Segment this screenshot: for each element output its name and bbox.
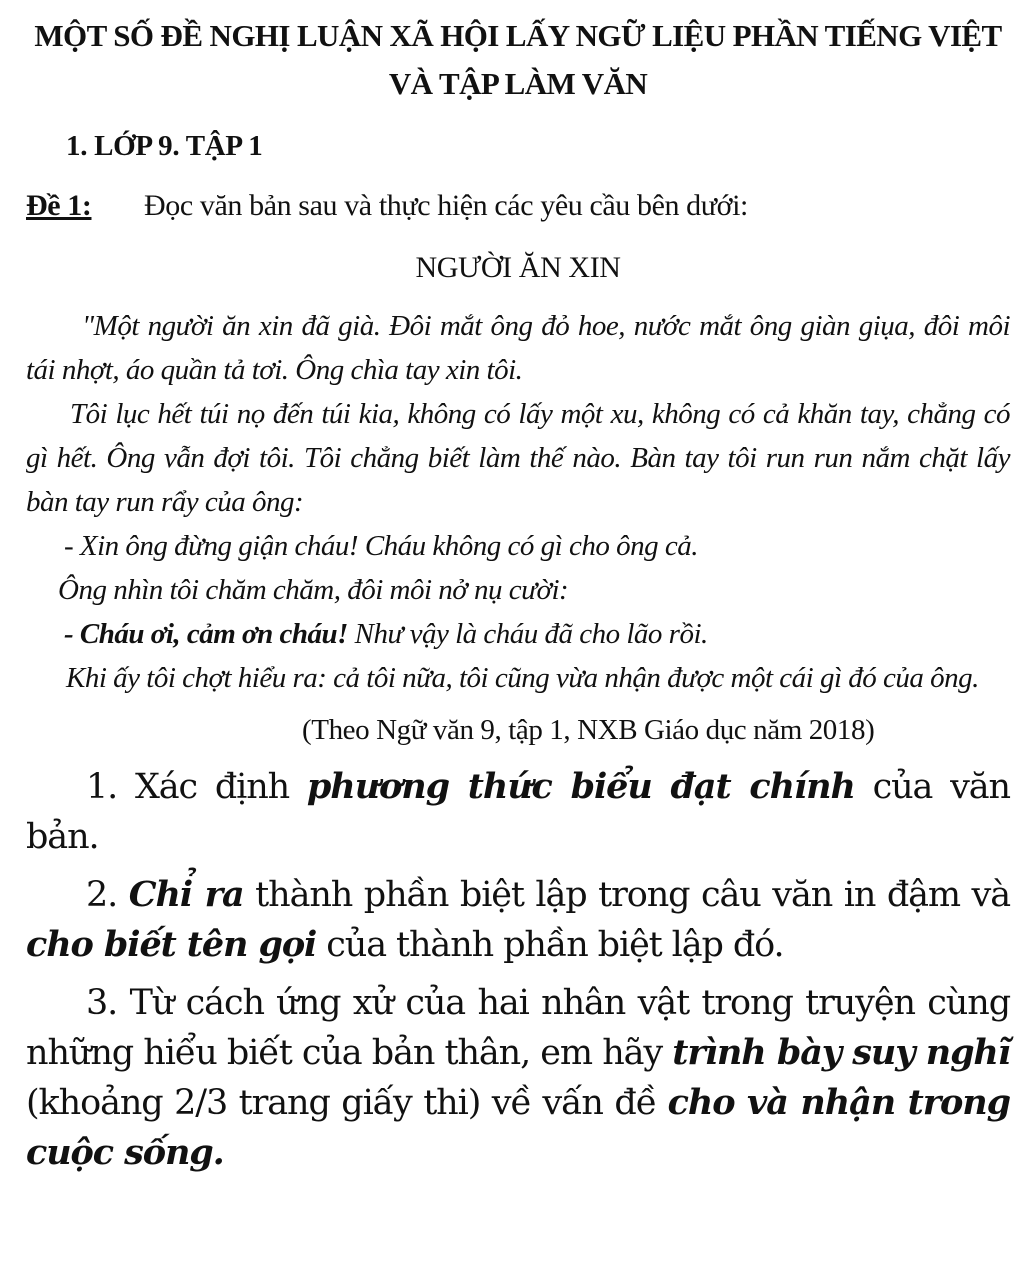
question-2 xyxy=(26,870,1010,970)
story-paragraph-5-rest: Như vậy là cháu đã cho lão rồi. xyxy=(347,618,708,650)
question-2-emphasis-1: Chỉ ra xyxy=(128,874,244,915)
section-heading: 1. LỚP 9. TẬP 1 xyxy=(66,130,263,162)
story-paragraph-6: Khi ấy tôi chợt hiểu ra: cả tôi nữa, tôi cũng vừa nhận được một cái gì đó của ông. xyxy=(66,662,979,694)
story-paragraph-3: - Xin ông đừng giận cháu! Cháu không có gì cho ông cả. xyxy=(64,530,698,562)
exam-instruction: Đọc văn bản sau và thực hiện các yêu cầu bên dưới: xyxy=(144,189,748,222)
exam-line xyxy=(26,186,1010,226)
question-1 xyxy=(26,762,1010,862)
question-2-part-c: thành phần biệt lập trong câu văn in đậm và xyxy=(243,875,1010,915)
question-3-part-c: (khoảng 2/3 trang giấy thi) về vấn đề xyxy=(26,1083,668,1123)
question-3-emphasis-1: trình bày suy nghĩ xyxy=(672,1032,1010,1073)
question-2-part-a: 2. xyxy=(86,875,129,915)
story-title: NGƯỜI ĂN XIN xyxy=(415,251,621,284)
document-title: MỘT SỐ ĐỀ NGHỊ LUẬN XÃ HỘI LẤY NGỮ LIỆU PHẦN TIẾNG VIỆT VÀ TẬP LÀM VĂN xyxy=(34,18,1002,101)
question-1-emphasis: phương thức biểu đạt chính xyxy=(306,766,855,807)
source-citation: (Theo Ngữ văn 9, tập 1, NXB Giáo dục năm 2018) xyxy=(302,714,875,746)
question-3 xyxy=(26,978,1010,1178)
question-2-part-e: của thành phần biệt lập đó. xyxy=(316,925,784,965)
story-paragraph-4: Ông nhìn tôi chăm chăm, đôi môi nở nụ cười: xyxy=(58,574,569,606)
story-paragraph-2: Tôi lục hết túi nọ đến túi kia, không có lấy một xu, không có cả khăn tay, chẳng có gì hết. Ông vẫn đợi tôi. Tôi chẳng biết làm thế nào. Bàn tay tôi run run nắm chặt lấy bàn tay run rẩy của ông: xyxy=(26,398,1010,518)
question-3-emphasis-2: cho và nhận trong cuộc sống. xyxy=(26,1082,1010,1173)
story-paragraph-5 xyxy=(26,612,1010,656)
exam-label: Đề 1: xyxy=(26,189,92,222)
question-1-part-c: của văn bản. xyxy=(26,767,1010,857)
question-2-emphasis-2: cho biết tên gọi xyxy=(26,924,317,965)
story-text xyxy=(26,304,1010,700)
bold-sentence: - Cháu ơi, cảm ơn cháu! xyxy=(64,618,348,650)
question-3-part-a: 3. Từ cách ứng xử của hai nhân vật trong truyện cùng những hiểu biết của bản thân, em hãy xyxy=(26,983,1010,1073)
question-1-part-a: 1. Xác định xyxy=(86,767,307,807)
story-paragraph-1: "Một người ăn xin đã già. Đôi mắt ông đỏ hoe, nước mắt ông giàn giụa, đôi môi tái nhợt, áo quần tả tơi. Ông chìa tay xin tôi. xyxy=(26,310,1010,386)
